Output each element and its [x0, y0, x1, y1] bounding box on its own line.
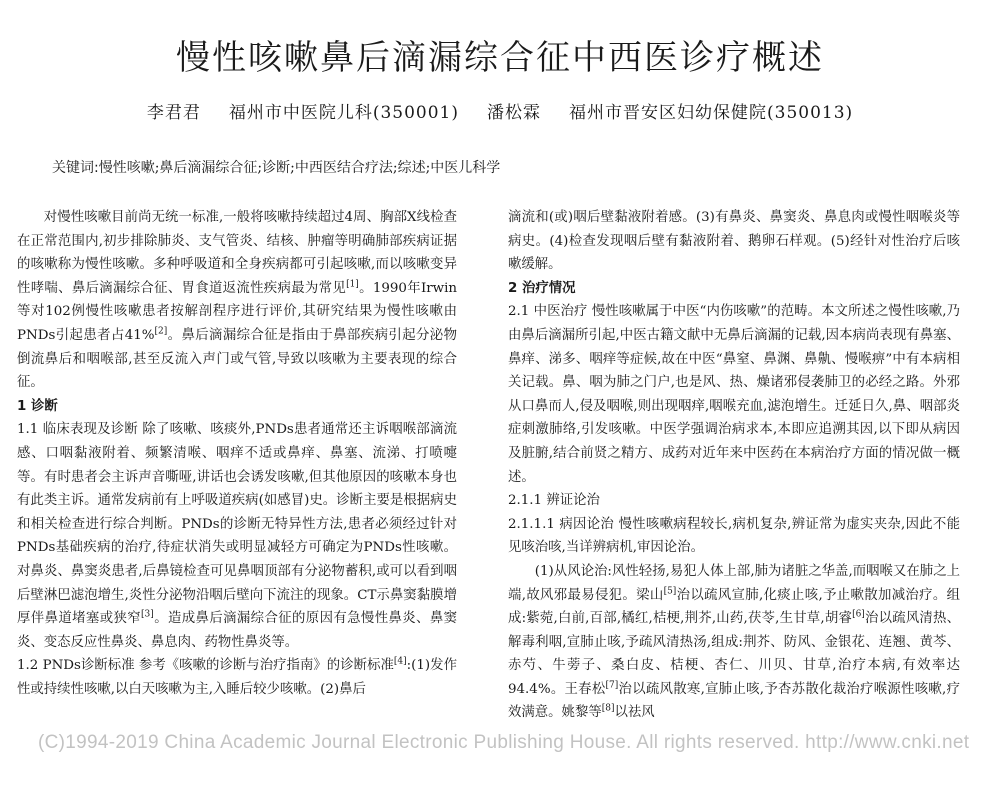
author-name-1: 李君君 [146, 103, 201, 123]
keywords-line [52, 157, 952, 177]
subheading-syndrome-differentiation: 2.1.1 辨证论治 [508, 493, 600, 509]
intro-paragraph: 对慢性咳嗽目前尚无统一标准,一般将咳嗽持续超过4周、胸部X线检查在正常范围内,初步排除肺炎、支气管炎、结核、肿瘤等明确肺部疾病证据的咳嗽称为慢性咳嗽。多种呼吸道和全身疾病都可引起咳嗽,而以咳嗽变异性哮喘、鼻后滴漏综合征、胃食道返流性疾病最为常见[1]。1990年Irwin等对102例慢性咳嗽患者按解剖程序进行评价,其研究结果为慢性咳嗽由PNDs引起患者占41%[2]。鼻后滴漏综合征是指由于鼻部疾病引起分泌物倒流鼻后和咽喉部,甚至反流入声门或气管,导致以咳嗽为主要表现的综合征。 [17, 210, 458, 391]
author-affiliation-2: 福州市晋安区妇幼保健院(350013) [569, 103, 854, 123]
paragraph-etiology-treatment: 2.1.1.1 病因论治 慢性咳嗽病程较长,病机复杂,辨证常为虚实夹杂,因此不能见咳治咳,当详辨病机,审因论治。 [508, 516, 960, 556]
citation-6[interactable]: [6] [852, 609, 865, 620]
author-affiliation-1: 福州市中医院儿科(350001) [228, 103, 459, 123]
section-heading-diagnosis: 1 诊断 [17, 398, 58, 414]
citation-7[interactable]: [7] [605, 680, 619, 691]
copyright-watermark: (C)1994-2019 China Academic Journal Electronic Publishing House. All rights reserved. http://www.cnki.net [38, 732, 970, 753]
keywords-text: 慢性咳嗽;鼻后滴漏综合征;诊断;中西医结合疗法;综述;中医儿科学 [98, 160, 501, 176]
paragraph-tcm-treatment: 2.1 中医治疗 慢性咳嗽属于中医“内伤咳嗽”的范畴。本文所述之慢性咳嗽,乃由鼻后滴漏所引起,中医古籍文献中无鼻后滴漏的记载,因本病尚表现有鼻塞、鼻痒、涕多、咽痒等症候,故在中医“鼻窒、鼻渊、鼻鼽、慢喉痹”中有本病相关记载。鼻、咽为肺之门户,也是风、热、燥诸邪侵袭肺卫的必经之路。外邪从口鼻而人,侵及咽喉,则出现咽痒,咽喉充血,滤泡增生。迁延日久,鼻、咽部炎症刺激肺络,引发咳嗽。中医学强调治病求本,本即应追溯其因,以下即从病因及脏腑,结合前贤之精方、成药对近年来中医药在本病治疗方面的情况做一概述。 [508, 304, 960, 485]
citation-3[interactable]: [3] [141, 609, 154, 620]
paragraph-wind-treatment: (1)从风论治:风性轻扬,易犯人体上部,肺为诸脏之华盖,而咽喉又在肺之上端,故风邪最易侵犯。梁山[5]治以疏风宣肺,化痰止咳,予止嗽散加减治疗。组成:紫菀,白前,百部,橘红,桔梗,荆芥,山药,茯苓,生甘草,胡睿[6]治以疏风清热、解毒利咽,宣肺止咳,予疏风清热汤,组成:荆芥、防风、金银花、连翘、黄芩、赤芍、牛蒡子、桑白皮、桔梗、杏仁、川贝、甘草,治疗本病,有效率达94.4%。王春松[7]治以疏风散寒,宣肺止咳,予杏苏散化裁治疗喉源性咳嗽,疗效满意。姚黎等[8]以祛风 [508, 563, 960, 721]
author-name-2: 潘松霖 [487, 103, 541, 123]
right-column [508, 206, 960, 725]
keywords-label: 关键词: [52, 160, 99, 176]
citation-4[interactable]: [4] [393, 656, 407, 667]
citation-5[interactable]: [5] [663, 586, 677, 597]
citation-2[interactable]: [2] [154, 326, 168, 337]
citation-1[interactable]: [1] [346, 279, 359, 290]
paragraph-clinical-diagnosis: 1.1 临床表现及诊断 除了咳嗽、咳痰外,PNDs患者通常还主诉咽喉部滴流感、口咽黏液附着、频繁清喉、咽痒不适或鼻痒、鼻塞、流涕、打喷嚏等。有时患者会主诉声音嘶哑,讲话也会诱发咳嗽,但其他原因的咳嗽本身也有此类主诉。通常发病前有上呼吸道疾病(如感冒)史。诊断主要是根据病史和相关检查进行综合判断。PNDs的诊断无特异性方法,患者必须经过针对PNDs基础疾病的治疗,待症状消失或明显减轻方可确定为PNDs性咳嗽。对鼻炎、鼻窦炎患者,后鼻镜检查可见鼻咽顶部有分泌物蓄积,或可以看到咽后壁淋巴滤泡增生,炎性分泌物沿咽后壁向下流注的现象。CT示鼻窦黏膜增厚伴鼻道堵塞或狭窄[3]。造成鼻后滴漏综合征的原因有急慢性鼻炎、鼻窦炎、变态反应性鼻炎、鼻息肉、药物性鼻炎等。 [17, 422, 458, 650]
author-line [0, 98, 1000, 123]
section-heading-treatment: 2 治疗情况 [508, 280, 576, 296]
paragraph-criteria-cont: 滴流和(或)咽后壁黏液附着感。(3)有鼻炎、鼻窦炎、鼻息肉或慢性咽喉炎等病史。(4)检查发现咽后壁有黏液附着、鹅卵石样观。(5)经针对性治疗后咳嗽缓解。 [508, 210, 960, 273]
article-title: 慢性咳嗽鼻后滴漏综合征中西医诊疗概述 [176, 38, 824, 78]
paragraph-diagnostic-criteria: 1.2 PNDs诊断标准 参考《咳嗽的诊断与治疗指南》的诊断标准[4]:(1)发作性或持续性咳嗽,以白天咳嗽为主,入睡后较少咳嗽。(2)鼻后 [17, 656, 457, 697]
left-column [17, 206, 457, 701]
citation-8[interactable]: [8] [601, 704, 615, 714]
